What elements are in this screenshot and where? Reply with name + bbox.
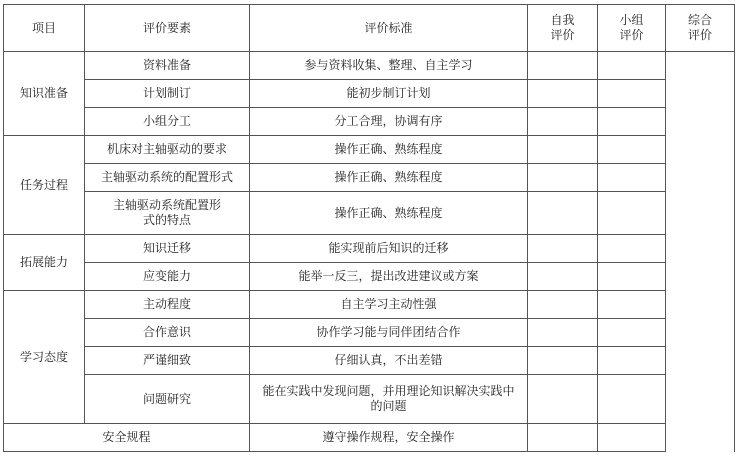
element-cell (85, 192, 250, 235)
standard-cell: 操作正确、熟练程度 (250, 164, 528, 192)
header-standard: 评价标准 (250, 5, 528, 52)
standard-cell (250, 375, 528, 424)
section-task-process: 任务过程 (4, 136, 85, 235)
table-row (4, 347, 735, 375)
group-score-cell (598, 347, 666, 375)
group-score-cell (598, 263, 666, 291)
header-overall-evaluation (666, 5, 735, 52)
self-score-cell (528, 375, 598, 424)
element-cell: 计划制订 (85, 80, 250, 108)
section-knowledge: 知识准备 (4, 52, 85, 136)
header-group-evaluation (598, 5, 666, 52)
element-cell: 机床对主轴驱动的要求 (85, 136, 250, 164)
header-overall-text: 综合评价 (687, 13, 712, 42)
standard-cell: 能初步制订计划 (250, 80, 528, 108)
table-row (4, 319, 735, 347)
standard-cell: 操作正确、熟练程度 (250, 136, 528, 164)
table-row (4, 52, 735, 80)
self-score-cell (528, 52, 598, 80)
header-self-text: 自我评价 (550, 13, 575, 42)
table-row (4, 136, 735, 164)
element-cell: 资料准备 (85, 52, 250, 80)
header-self-evaluation (528, 5, 598, 52)
header-row (4, 5, 735, 52)
element-cell: 问题研究 (85, 375, 250, 424)
group-score-cell (598, 424, 666, 452)
table-row (4, 291, 735, 319)
section-extended-ability: 拓展能力 (4, 235, 85, 291)
section-learning-attitude: 学习态度 (4, 291, 85, 424)
table-row (4, 108, 735, 136)
element-cell: 合作意识 (85, 319, 250, 347)
standard-cell: 能举一反三，提出改进建议或方案 (250, 263, 528, 291)
element-cell: 知识迁移 (85, 235, 250, 263)
evaluation-table (3, 4, 735, 452)
element-cell: 小组分工 (85, 108, 250, 136)
group-score-cell (598, 235, 666, 263)
header-item: 项目 (4, 5, 85, 52)
self-score-cell (528, 291, 598, 319)
self-score-cell (528, 80, 598, 108)
element-cell: 严谨细致 (85, 347, 250, 375)
element-text: 主轴驱动系统配置形式的特点 (112, 198, 221, 227)
table-row (4, 424, 735, 452)
element-cell: 应变能力 (85, 263, 250, 291)
standard-cell: 参与资料收集、整理、自主学习 (250, 52, 528, 80)
section-safety: 安全规程 (4, 424, 250, 452)
self-score-cell (528, 108, 598, 136)
self-score-cell (528, 136, 598, 164)
group-score-cell (598, 52, 666, 80)
self-score-cell (528, 347, 598, 375)
group-score-cell (598, 192, 666, 235)
table-row (4, 235, 735, 263)
standard-cell: 分工合理，协调有序 (250, 108, 528, 136)
table-row (4, 375, 735, 424)
self-score-cell (528, 424, 598, 452)
group-score-cell (598, 375, 666, 424)
group-score-cell (598, 291, 666, 319)
self-score-cell (528, 235, 598, 263)
self-score-cell (528, 192, 598, 235)
standard-cell: 协作学习能与同伴团结合作 (250, 319, 528, 347)
table-row (4, 164, 735, 192)
standard-cell: 遵守操作规程，安全操作 (250, 424, 528, 452)
self-score-cell (528, 263, 598, 291)
header-element: 评价要素 (85, 5, 250, 52)
standard-cell: 操作正确、熟练程度 (250, 192, 528, 235)
element-cell: 主动程度 (85, 291, 250, 319)
self-score-cell (528, 319, 598, 347)
header-group-text: 小组评价 (619, 13, 644, 42)
group-score-cell (598, 108, 666, 136)
element-cell: 主轴驱动系统的配置形式 (85, 164, 250, 192)
group-score-cell (598, 319, 666, 347)
standard-text: 能在实践中发现问题，并用理论知识解决实践中的问题 (262, 384, 515, 413)
self-score-cell (528, 164, 598, 192)
group-score-cell (598, 136, 666, 164)
table-row (4, 80, 735, 108)
overall-score-cell (666, 52, 735, 452)
group-score-cell (598, 80, 666, 108)
table-row (4, 192, 735, 235)
table-row (4, 263, 735, 291)
standard-cell: 自主学习主动性强 (250, 291, 528, 319)
group-score-cell (598, 164, 666, 192)
standard-cell: 能实现前后知识的迁移 (250, 235, 528, 263)
standard-cell: 仔细认真，不出差错 (250, 347, 528, 375)
